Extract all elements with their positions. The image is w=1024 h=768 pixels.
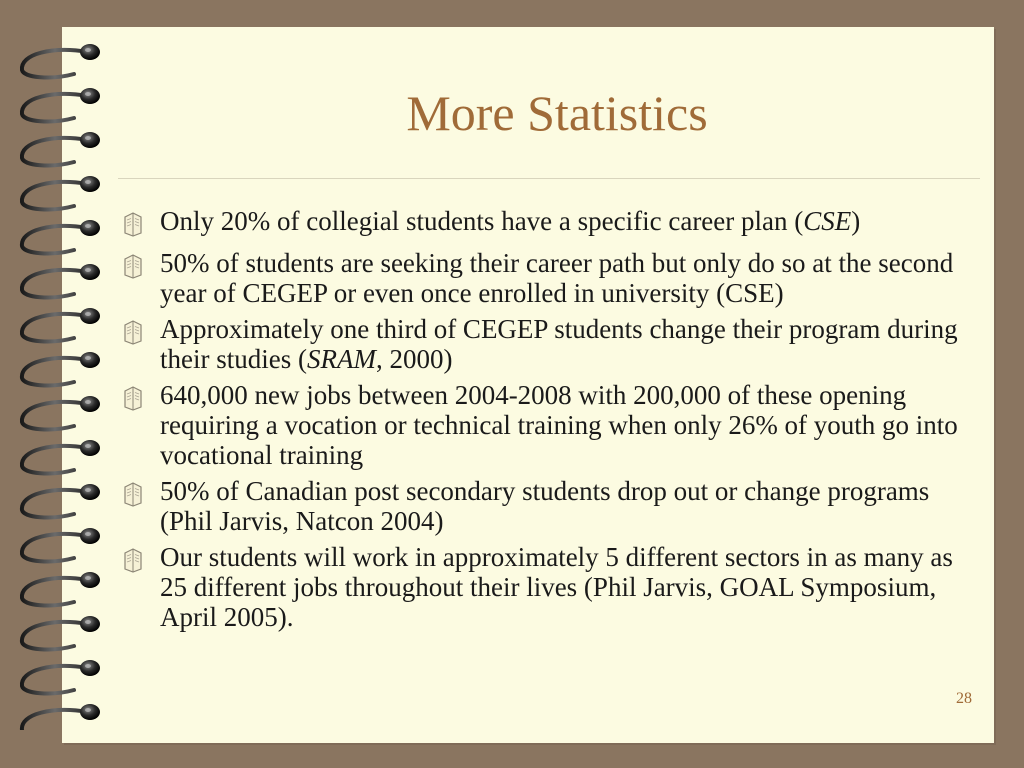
book-icon bbox=[122, 314, 160, 350]
bullet-list bbox=[122, 206, 980, 638]
bullet-text-part: ) bbox=[851, 206, 861, 236]
bullet-text-part: CSE bbox=[803, 206, 852, 236]
bullet-text-part: 640,000 new jobs between 2004-2008 with 200,000 of these opening requiring a vocation or technical training when only 26% of youth go into vocational training bbox=[160, 380, 958, 470]
bullet-text-part: SRAM bbox=[306, 344, 376, 374]
spiral-ring bbox=[22, 704, 100, 730]
bullet-text-part: 50% of Canadian post secondary students drop out or change programs (Phil Jarvis, Natcon 2004) bbox=[160, 476, 930, 536]
spiral-ring bbox=[22, 308, 100, 341]
spiral-ring bbox=[22, 220, 100, 253]
book-icon bbox=[122, 542, 160, 578]
bullet-item bbox=[122, 206, 980, 242]
bullet-text bbox=[160, 206, 860, 236]
bullet-item bbox=[122, 380, 980, 470]
spiral-ring bbox=[22, 616, 100, 649]
spiral-ring bbox=[22, 440, 100, 473]
bullet-text bbox=[160, 476, 980, 536]
bullet-text-part: , 2000) bbox=[375, 344, 453, 374]
bullet-text bbox=[160, 542, 980, 632]
spiral-ring bbox=[22, 396, 100, 429]
book-icon bbox=[122, 248, 160, 284]
spiral-ring bbox=[22, 352, 100, 385]
bullet-text-part: 50% of students are seeking their career path but only do so at the second year of CEGEP or even once enrolled in university (CSE) bbox=[160, 248, 954, 308]
bullet-text-part: Our students will work in approximately 5 different sectors in as many as 25 different jobs throughout their lives (Phil Jarvis, GOAL Symposium, April 2005). bbox=[160, 542, 953, 632]
slide-title: More Statistics bbox=[406, 85, 708, 141]
bullet-item bbox=[122, 542, 980, 632]
spiral-ring bbox=[22, 176, 100, 209]
spiral-ring bbox=[22, 44, 100, 77]
bullet-text-part: Approximately one third of CEGEP students change their program during their studies ( bbox=[160, 314, 958, 374]
spiral-ring bbox=[22, 132, 100, 165]
book-icon bbox=[122, 476, 160, 512]
spiral-ring bbox=[22, 660, 100, 693]
spiral-ring bbox=[22, 528, 100, 561]
title-divider bbox=[118, 178, 980, 179]
bullet-text bbox=[160, 314, 980, 374]
spiral-ring bbox=[22, 572, 100, 605]
bullet-text bbox=[160, 248, 980, 308]
spiral-ring bbox=[22, 264, 100, 297]
spiral-ring bbox=[22, 88, 100, 121]
bullet-item bbox=[122, 248, 980, 308]
bullet-item bbox=[122, 314, 980, 374]
bullet-text bbox=[160, 380, 980, 470]
bullet-text-part: Only 20% of collegial students have a specific career plan ( bbox=[160, 206, 804, 236]
book-icon bbox=[122, 206, 160, 242]
spiral-ring bbox=[22, 484, 100, 517]
bullet-item bbox=[122, 476, 980, 536]
spiral-binding bbox=[12, 40, 112, 730]
book-icon bbox=[122, 380, 160, 416]
slide-number: 28 bbox=[956, 690, 972, 707]
